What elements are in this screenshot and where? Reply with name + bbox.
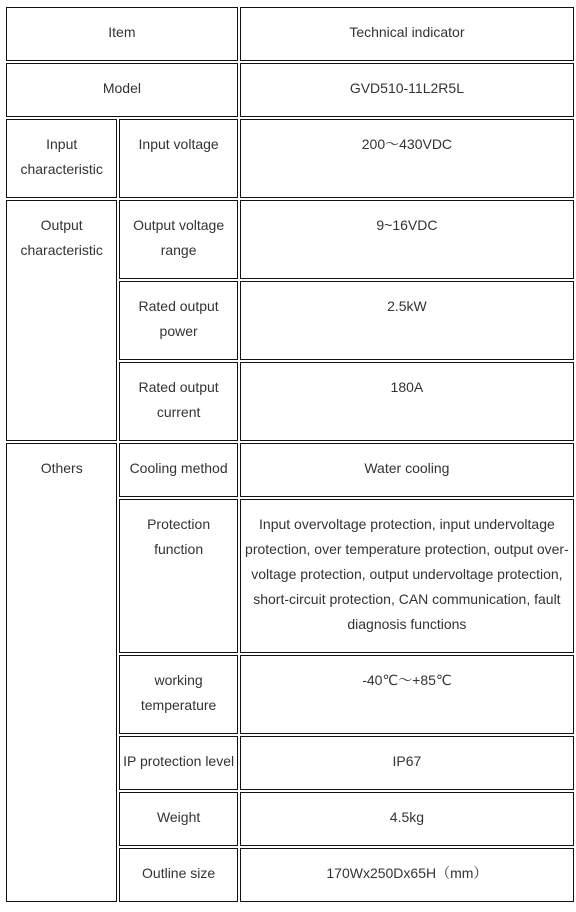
output-power-value-cell: 2.5kW: [240, 281, 574, 360]
protection-value-cell: Input overvoltage protection, input undervoltage protection, over temperature protection, output over-voltage protection, output undervoltage protection, short-circuit protection, CAN communication, fault diagnosis functions: [240, 499, 574, 653]
cooling-label-cell: Cooling method: [119, 443, 237, 497]
spec-table: [4, 5, 576, 904]
temperature-value-cell: -40℃～+85℃: [240, 655, 574, 734]
input-voltage-row: [6, 119, 574, 198]
output-power-label-cell: Rated output power: [119, 281, 237, 360]
others-group-cell: Others: [6, 443, 117, 902]
protection-label-cell: Protection function: [119, 499, 237, 653]
outline-size-value-cell: 170Wx250Dx65H（mm）: [240, 848, 574, 902]
ip-level-label-cell: IP protection level: [119, 736, 237, 790]
output-group-cell: Output characteristic: [6, 200, 117, 441]
header-row: [6, 7, 574, 61]
outline-size-label-cell: Outline size: [119, 848, 237, 902]
output-voltage-value-cell: 9~16VDC: [240, 200, 574, 279]
model-row: [6, 63, 574, 117]
output-current-label-cell: Rated output current: [119, 362, 237, 441]
model-label-cell: Model: [6, 63, 238, 117]
temperature-label-cell: working temperature: [119, 655, 237, 734]
header-indicator-cell: Technical indicator: [240, 7, 574, 61]
cooling-value-cell: Water cooling: [240, 443, 574, 497]
output-voltage-row: [6, 200, 574, 279]
output-voltage-label-cell: Output voltage range: [119, 200, 237, 279]
header-item-cell: Item: [6, 7, 238, 61]
input-group-cell: Input characteristic: [6, 119, 117, 198]
cooling-row: [6, 443, 574, 497]
output-current-value-cell: 180A: [240, 362, 574, 441]
weight-value-cell: 4.5kg: [240, 792, 574, 846]
model-value-cell: GVD510-11L2R5L: [240, 63, 574, 117]
input-voltage-label-cell: Input voltage: [119, 119, 237, 198]
weight-label-cell: Weight: [119, 792, 237, 846]
ip-level-value-cell: IP67: [240, 736, 574, 790]
input-voltage-value-cell: 200～430VDC: [240, 119, 574, 198]
